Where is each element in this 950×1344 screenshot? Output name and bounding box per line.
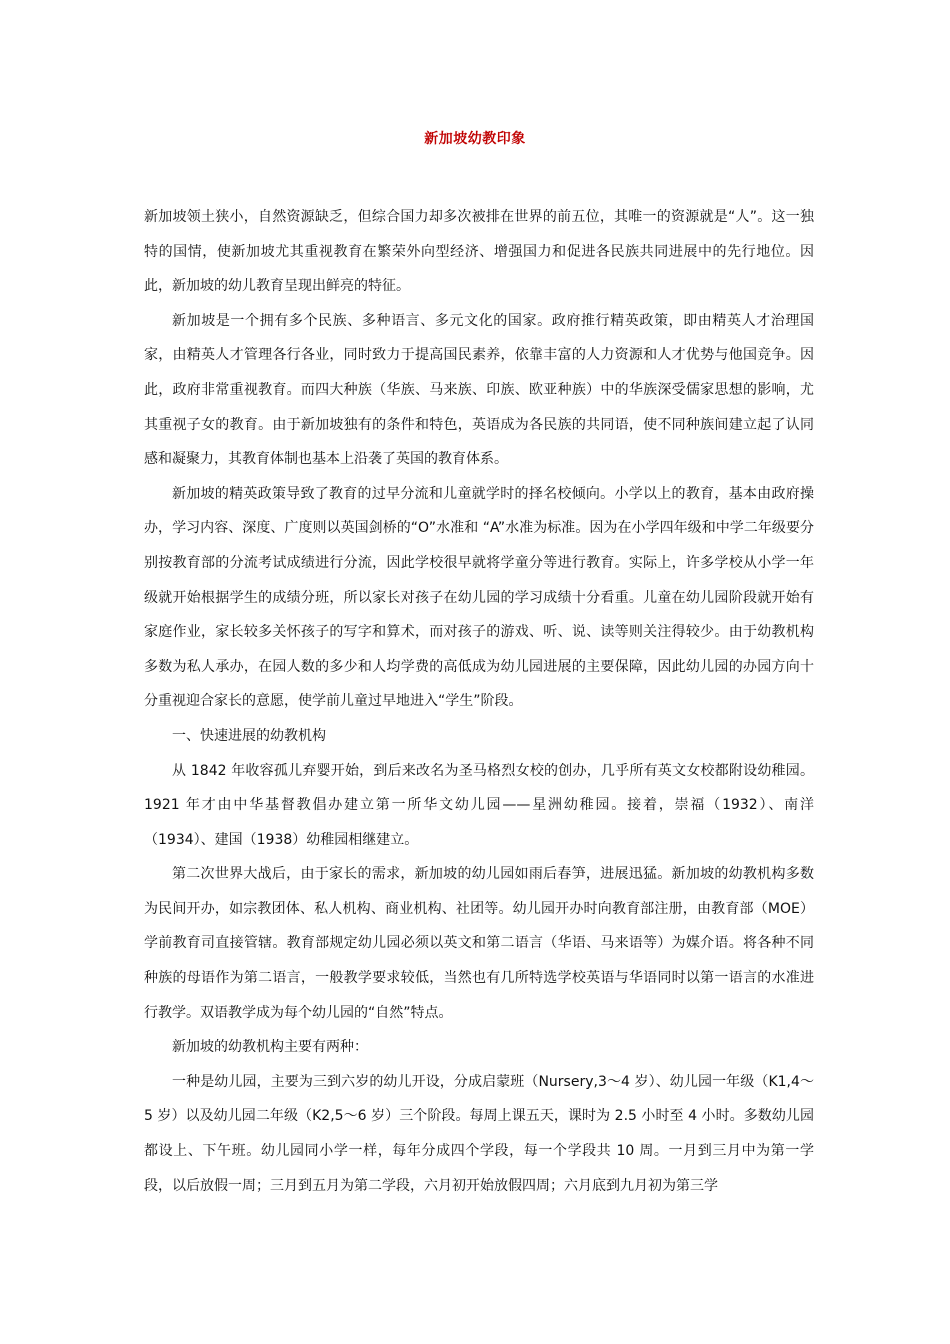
paragraph: 新加坡领土狭小，自然资源缺乏，但综合国力却多次被排在世界的前五位，其唯一的资源就是“人”。这一独特的国情，使新加坡尤其重视教育在繁荣外向型经济、增强国力和促进各民族共同进展中的先行地位。因此，新加坡的幼儿教育呈现出鲜亮的特征。 — [144, 209, 814, 295]
paragraph: 一种是幼儿园，主要为三到六岁的幼儿开设，分成启蒙班（Nursery,3～4 岁）、幼儿园一年级（K1,4～5 岁）以及幼儿园二年级（K2,5～6 岁）三个阶段。每周上课五天，课时为 2.5 小时至 4 小时。多数幼儿园都设上、下午班。幼儿园同小学一样，每年分成四个学段，每一个学段共 10 周。一月到三月中为第一学段，以后放假一周；三月到五月为第二学段，六月初开始放假四周；六月底到九月初为第三学 — [144, 1073, 814, 1194]
document-body — [144, 200, 814, 1203]
document-title: 新加坡幼教印象 — [424, 131, 526, 147]
paragraph: 新加坡的幼教机构主要有两种： — [172, 1039, 368, 1056]
paragraph: 第二次世界大战后，由于家长的需求，新加坡的幼儿园如雨后春笋，进展迅猛。新加坡的幼教机构多数为民间开办，如宗教团体、私人机构、商业机构、社团等。幼儿园开办时向教育部注册，由教育部（MOE）学前教育司直接管辖。教育部规定幼儿园必须以英文和第二语言（华语、马来语等）为媒介语。将各种不同种族的母语作为第二语言，一般教学要求较低，当然也有几所特选学校英语与华语同时以第一语言的水准进行教学。双语教学成为每个幼儿园的“自然”特点。 — [144, 866, 814, 1021]
paragraph: 一、快速进展的幼教机构 — [172, 727, 326, 744]
paragraph: 新加坡是一个拥有多个民族、多种语言、多元文化的国家。政府推行精英政策，即由精英人才治理国家，由精英人才管理各行各业，同时致力于提高国民素养，依靠丰富的人力资源和人才优势与他国竞争。因此，政府非常重视教育。而四大种族（华族、马来族、印族、欧亚种族）中的华族深受儒家思想的影响，尤其重视子女的教育。由于新加坡独有的条件和特色，英语成为各民族的共同语，使不同种族间建立起了认同感和凝聚力，其教育体制也基本上沿袭了英国的教育体系。 — [144, 312, 814, 468]
paragraph: 新加坡的精英政策导致了教育的过早分流和儿童就学时的择名校倾向。小学以上的教育，基本由政府操办，学习内容、深度、广度则以英国剑桥的“O”水准和 “A”水准为标准。因为在小学四年级和中学二年级要分别按教育部的分流考试成绩进行分流，因此学校很早就将学童分等进行教育。实际上，许多学校从小学一年级就开始根据学生的成绩分班，所以家长对孩子在幼儿园的学习成绩十分看重。儿童在幼儿园阶段就开始有家庭作业，家长较多关怀孩子的写字和算术，而对孩子的游戏、听、说、读等则关注得较少。由于幼教机构多数为私人承办，在园人数的多少和人均学费的高低成为幼儿园进展的主要保障，因此幼儿园的办园方向十分重视迎合家长的意愿，使学前儿童过早地进入“学生”阶段。 — [144, 485, 814, 710]
paragraph: 从 1842 年收容孤儿弃婴开始，到后来改名为圣马格烈女校的创办，几乎所有英文女校都附设幼稚园。1921 年才由中华基督教倡办建立第一所华文幼儿园——星洲幼稚园。接着，崇福（1932）、南洋（1934）、建国（1938）幼稚园相继建立。 — [144, 762, 814, 848]
